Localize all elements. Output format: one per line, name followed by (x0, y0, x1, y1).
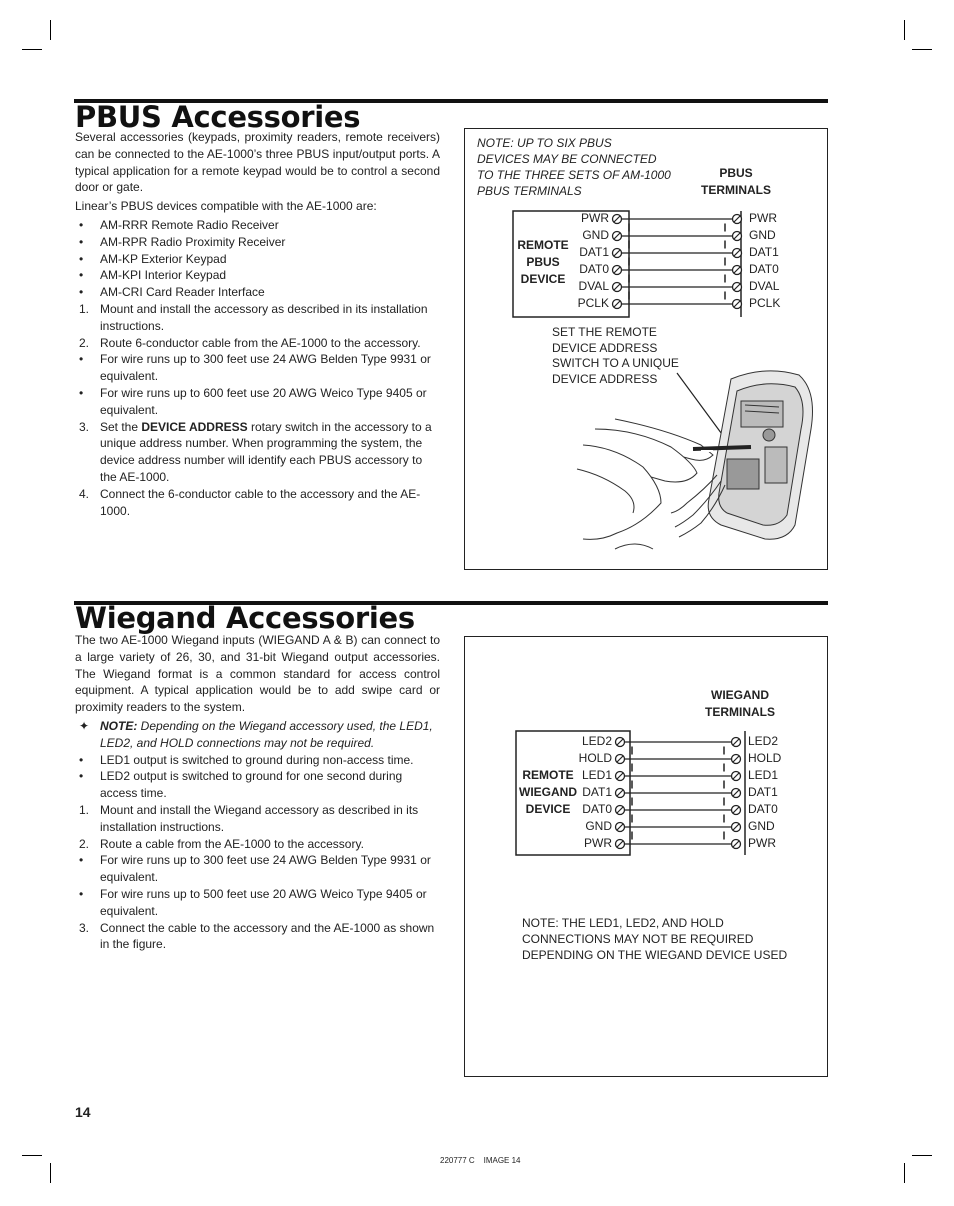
pbus-step-4: 4. Connect the 6-conductor cable to the accessory and the AE-1000. (79, 486, 421, 518)
pbus-device-pin-label: DAT1 (579, 245, 609, 259)
accessory-device-illustration (465, 129, 827, 569)
pbus-device-item: • AM-RRR Remote Radio Receiver (79, 217, 279, 232)
pbus-terminal-pin-label: PCLK (749, 296, 781, 310)
wiegand-device-pin-label: DAT1 (582, 785, 612, 799)
wiegand-device-pin-label: GND (585, 819, 612, 833)
wiegand-terminal-pin-label: DAT1 (748, 785, 778, 799)
pbus-device-pin-label: PCLK (577, 296, 609, 310)
pbus-terminal-pin-label: DAT1 (749, 245, 779, 259)
pbus-step-2: 2. Route 6-conductor cable from the AE-1000 to the accessory. (79, 335, 421, 350)
pbus-device-pin-label: GND (582, 228, 609, 242)
pbus-intro: Several accessories (keypads, proximity readers, remote receivers) can be connected to the AE-1000’s three PBUS input/output ports. A typical application for a remote keypad would be to control a second door or gate. (75, 130, 440, 195)
wiegand-device-pin-label: HOLD (578, 751, 612, 765)
pbus-device-pin-label: DAT0 (579, 262, 609, 276)
note-star-icon: ✦ (79, 718, 90, 733)
wiegand-device-pin-label: PWR (584, 836, 612, 850)
crop-mark (904, 1163, 905, 1183)
wiegand-device-pin-label: DAT0 (582, 802, 612, 816)
pbus-intro-list: Linear’s PBUS devices compatible with the AE-1000 are: (75, 199, 377, 214)
pbus-device-list (75, 217, 440, 301)
pbus-terminal-pin-label: GND (749, 228, 776, 242)
crop-mark (50, 20, 51, 40)
crop-mark (22, 49, 42, 50)
crop-mark (50, 1163, 51, 1183)
pbus-device-pin-label: DVAL (578, 279, 609, 293)
pbus-terminal-pin-label: DVAL (749, 279, 780, 293)
wiegand-bullet-led2: • LED2 output is switched to ground for one second during access time. (79, 769, 403, 801)
wiegand-device-pin-label: LED2 (581, 734, 612, 748)
pbus-device-label: REMOTE PBUS DEVICE (517, 238, 569, 286)
wiegand-text-column (75, 632, 440, 953)
wiegand-figure-note: NOTE: THE LED1, LED2, AND HOLD CONNECTIONS MAY NOT BE REQUIRED DEPENDING ON THE WIEGAND DEVICE USED (522, 916, 788, 962)
crop-mark (22, 1155, 42, 1156)
wiegand-wiring-diagram (465, 637, 827, 1076)
wiegand-terminals-label: WIEGAND TERMINALS (705, 688, 775, 719)
wiegand-terminal-pin-label: PWR (748, 836, 776, 850)
wiegand-intro: The two AE-1000 Wiegand inputs (WIEGAND A & B) can connect to a large variety of 26, 30, and 31-bit Wiegand output accessories. The Wiegand format is a common standard for access control equipment. A typical application would be to add swipe card or proximity readers to the system. (75, 633, 440, 715)
wiegand-title: Wiegand Accessories (75, 601, 415, 635)
wiegand-step-3: 3. Connect the cable to the accessory and the AE-1000 as shown in the figure. (79, 920, 435, 952)
pbus-address-note: SET THE REMOTE DEVICE ADDRESS SWITCH TO A UNIQUE DEVICE ADDRESS (552, 325, 679, 386)
wiegand-terminal-pin-label: LED1 (748, 768, 779, 782)
pbus-step-1: 1. Mount and install the accessory as described in its installation instructions. (79, 301, 428, 333)
pbus-title: PBUS Accessories (75, 100, 361, 134)
pbus-bullet-600ft: • For wire runs up to 600 feet use 20 AWG Weico Type 9405 or equivalent. (79, 385, 427, 417)
pbus-bullet-300ft: • For wire runs up to 300 feet use 24 AWG Belden Type 9931 or equivalent. (79, 352, 431, 384)
pbus-device-pin-label: PWR (581, 211, 609, 225)
pbus-device-item: • AM-CRI Card Reader Interface (79, 285, 265, 300)
wiegand-bullet-300ft: • For wire runs up to 300 feet use 24 AWG Belden Type 9931 or equivalent. (79, 853, 431, 885)
wiegand-device-label: REMOTE WIEGAND DEVICE (519, 768, 577, 816)
crop-mark (912, 1155, 932, 1156)
pbus-device-item: • AM-KP Exterior Keypad (79, 251, 227, 266)
footer-code: 220777 C IMAGE 14 (440, 1156, 521, 1165)
wiegand-bullet-led1: • LED1 output is switched to ground during non-access time. (79, 752, 414, 767)
wiegand-bullet-500ft: • For wire runs up to 500 feet use 20 AWG Weico Type 9405 or equivalent. (79, 886, 427, 918)
pbus-device-item: • AM-KPI Interior Keypad (79, 268, 227, 283)
wiegand-step-2: 2. Route a cable from the AE-1000 to the accessory. (79, 836, 364, 851)
wiegand-terminal-pin-label: LED2 (748, 734, 779, 748)
wiegand-terminal-pin-label: GND (748, 819, 775, 833)
crop-mark (904, 20, 905, 40)
page-number: 14 (75, 1104, 91, 1120)
wiegand-step-1: 1. Mount and install the Wiegand accessory as described in its installation instructions. (79, 802, 419, 834)
wiegand-terminal-pin-label: DAT0 (748, 802, 778, 816)
pbus-wiring-figure (464, 128, 828, 570)
pbus-text-column (75, 129, 440, 519)
pbus-figure-note: NOTE: UP TO SIX PBUS DEVICES MAY BE CONNECTED TO THE THREE SETS OF AM-1000 PBUS TERMINALS (477, 136, 671, 198)
pbus-terminal-pin-label: DAT0 (749, 262, 779, 276)
pbus-device-item: • AM-RPR Radio Proximity Receiver (79, 234, 286, 249)
wiegand-note: ✦ NOTE: Depending on the Wiegand accessory used, the LED1, LED2, and HOLD connections may not be required. (79, 718, 433, 750)
pbus-terminal-pin-label: PWR (749, 211, 777, 225)
pbus-step-3: 3. Set the DEVICE ADDRESS rotary switch in the accessory to a unique address number. When programming the system, the device address number will identify each PBUS accessory to the AE-1000. (79, 419, 432, 484)
crop-mark (912, 49, 932, 50)
pbus-terminals-label: PBUS TERMINALS (701, 166, 771, 197)
wiegand-wiring-figure (464, 636, 828, 1077)
wiegand-terminal-pin-label: HOLD (748, 751, 782, 765)
wiegand-device-pin-label: LED1 (581, 768, 612, 782)
